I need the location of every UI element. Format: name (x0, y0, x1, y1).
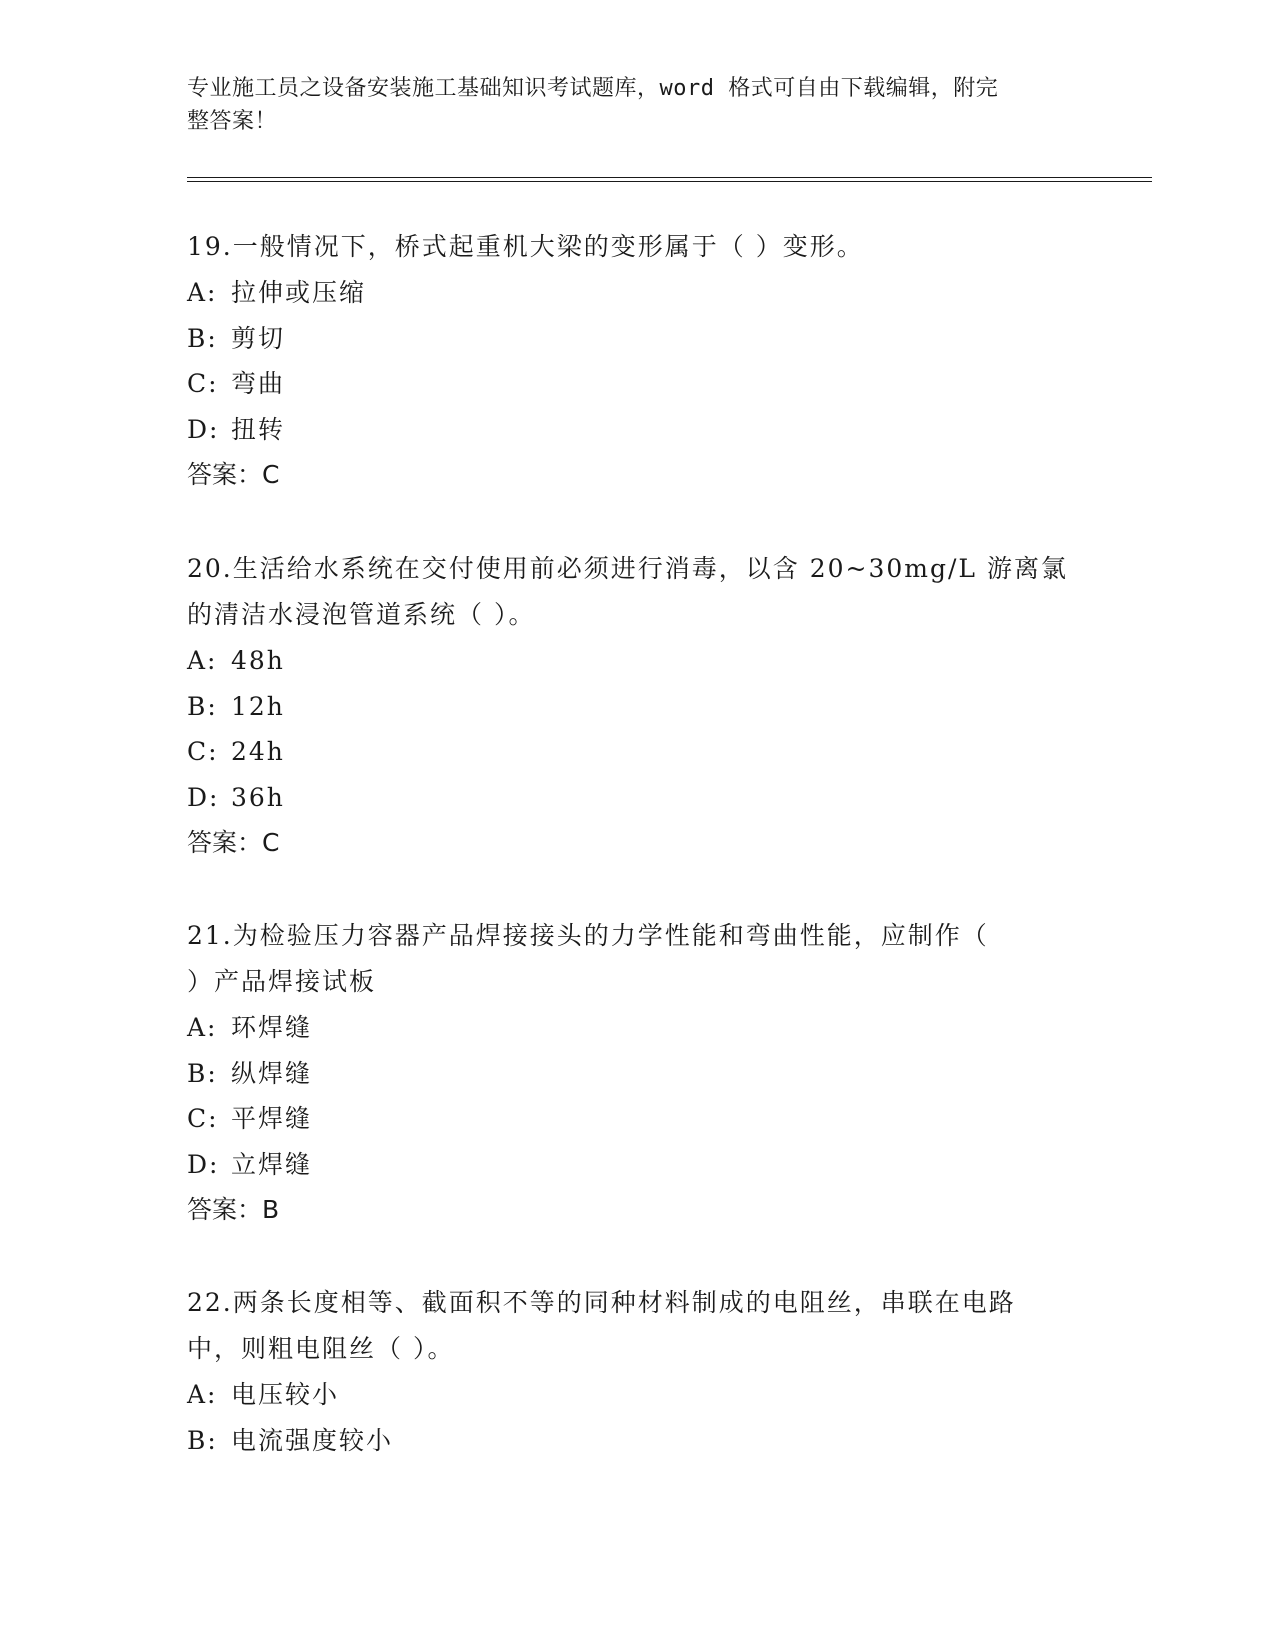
question-21 (187, 913, 1077, 1233)
option-text: 剪切 (231, 323, 286, 353)
question-stem-continued: 的清洁水浸泡管道系统（ ）。 (187, 600, 536, 629)
option-a (187, 270, 1077, 316)
question-stem: 20.生活给水系统在交付使用前必须进行消毒，以含 20~30mg/L 游离氯 (187, 554, 1068, 583)
option-d (187, 1142, 1077, 1188)
option-text: 24h (231, 737, 285, 766)
option-letter: B: (187, 1058, 218, 1088)
option-b (187, 316, 1077, 362)
question-stem: 19.一般情况下，桥式起重机大梁的变形属于（ ）变形。 (187, 232, 864, 261)
answer-line: 答案：C (187, 460, 280, 489)
question-20 (187, 546, 1077, 866)
option-letter: B: (187, 691, 218, 721)
option-text: 36h (231, 782, 285, 812)
option-letter: A: (187, 1013, 218, 1042)
option-text: 环焊缝 (231, 1013, 313, 1042)
option-text: 弯曲 (231, 369, 286, 398)
option-letter: C: (187, 737, 219, 766)
question-stem-continued: ）产品焊接试板 (187, 967, 377, 996)
option-letter: A: (187, 646, 218, 675)
option-b (187, 684, 1077, 730)
option-letter: C: (187, 369, 219, 398)
option-text: 拉伸或压缩 (231, 278, 367, 307)
option-b (187, 1051, 1077, 1097)
option-text: 纵焊缝 (231, 1058, 313, 1088)
option-text: 12h (231, 691, 285, 721)
option-a (187, 638, 1077, 684)
option-letter: D: (187, 782, 220, 812)
option-d (187, 407, 1077, 453)
question-stem: 21.为检验压力容器产品焊接接头的力学性能和弯曲性能，应制作（ (187, 921, 989, 950)
header-double-rule (187, 177, 1152, 182)
option-d (187, 775, 1077, 821)
option-c (187, 729, 1077, 775)
option-text: 电流强度较小 (231, 1425, 394, 1455)
option-letter: D: (187, 1149, 220, 1179)
option-a (187, 1005, 1077, 1051)
question-stem-continued: 中，则粗电阻丝（ ）。 (187, 1334, 455, 1363)
question-19 (187, 224, 1077, 498)
option-b (187, 1418, 1077, 1464)
answer-line: 答案：C (187, 828, 280, 857)
option-letter: B: (187, 323, 218, 353)
question-stem: 22.两条长度相等、截面积不等的同种材料制成的电阻丝，串联在电路 (187, 1288, 1016, 1317)
option-c (187, 1096, 1077, 1142)
option-letter: C: (187, 1104, 219, 1133)
option-letter: B: (187, 1425, 218, 1455)
option-c (187, 361, 1077, 407)
document-header (187, 72, 1067, 138)
header-line-2: 整答案！ (187, 109, 278, 134)
question-22 (187, 1280, 1077, 1463)
header-line-1: 专业施工员之设备安装施工基础知识考试题库，word 格式可自由下载编辑，附完 (187, 76, 999, 101)
option-text: 电压较小 (231, 1380, 340, 1409)
option-letter: A: (187, 1380, 218, 1409)
option-a (187, 1372, 1077, 1418)
option-letter: D: (187, 414, 220, 444)
option-text: 平焊缝 (231, 1104, 313, 1133)
option-text: 扭转 (231, 414, 286, 444)
option-text: 立焊缝 (231, 1149, 313, 1179)
option-text: 48h (231, 646, 285, 675)
option-letter: A: (187, 278, 218, 307)
answer-line: 答案：B (187, 1195, 280, 1224)
